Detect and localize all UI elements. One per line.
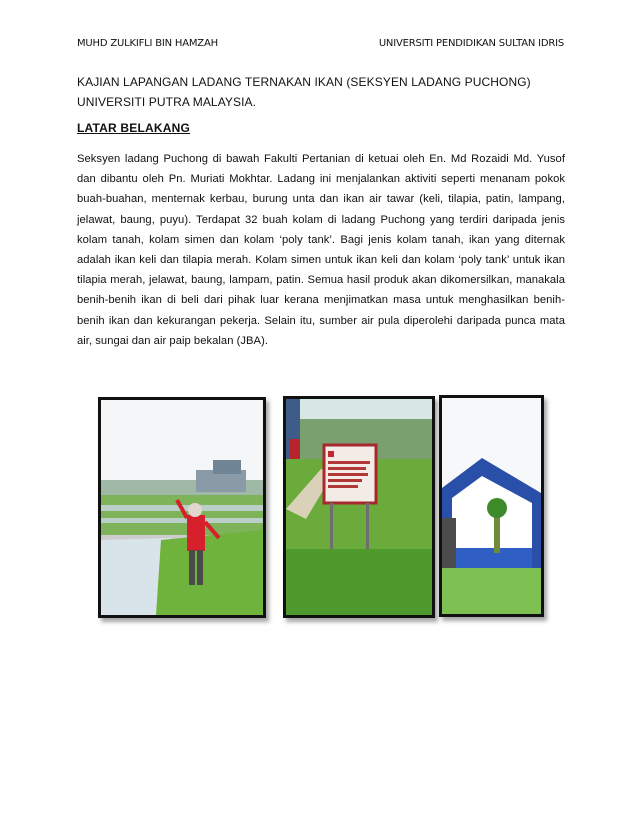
photo-pond-with-person [98, 397, 266, 618]
body-paragraph: Seksyen ladang Puchong di bawah Fakulti Pertanian di ketuai oleh En. Md Rozaidi Md. Yusof dan dibantu oleh Pn. Muriati Mokhtar. Ladang ini menjalankan aktiviti seperti menanam pokok buah-buahan, menternak kerbau, burung unta dan ikan air tawar (keli, tilapia, patin, lampang, jelawat, baung, puyu). Terdapat 32 buah kolam di ladang Puchong yang terdiri daripada jenis kolam tanah, kolam simen dan kolam ‘poly tank’. Bagi jenis kolam tanah, ikan yang diternak adalah ikan keli dan tilapia merah. Kolam simen untuk ikan keli dan kolam ‘poly tank’ untuk ikan tilapia merah, jelawat, baung, lampam, patin. Semua hasil produk akan dikomersilkan, manakala benih-benih ikan di beli dari pihak luar kerana menjimatkan masa untuk menghasilkan benih-benih ikan dan kekurangan pekerja. Selain itu, sumber air pula diperolehi daripada punca mata air, sungai dan air paip bekalan (JBA). [77, 153, 565, 347]
header-author: MUHD ZULKIFLI BIN HAMZAH [77, 38, 218, 49]
photo-signboard [283, 396, 435, 618]
page-header [77, 38, 564, 49]
document-title [77, 72, 567, 112]
title-line-1: KAJIAN LAPANGAN LADANG TERNAKAN IKAN (SEKSYEN LADANG PUCHONG) [77, 75, 531, 89]
title-line-2: UNIVERSITI PUTRA MALAYSIA. [77, 95, 257, 109]
header-university: UNIVERSITI PENDIDIKAN SULTAN IDRIS [378, 38, 564, 49]
section-heading: LATAR BELAKANG [77, 121, 191, 135]
photo-blue-building [439, 395, 544, 617]
